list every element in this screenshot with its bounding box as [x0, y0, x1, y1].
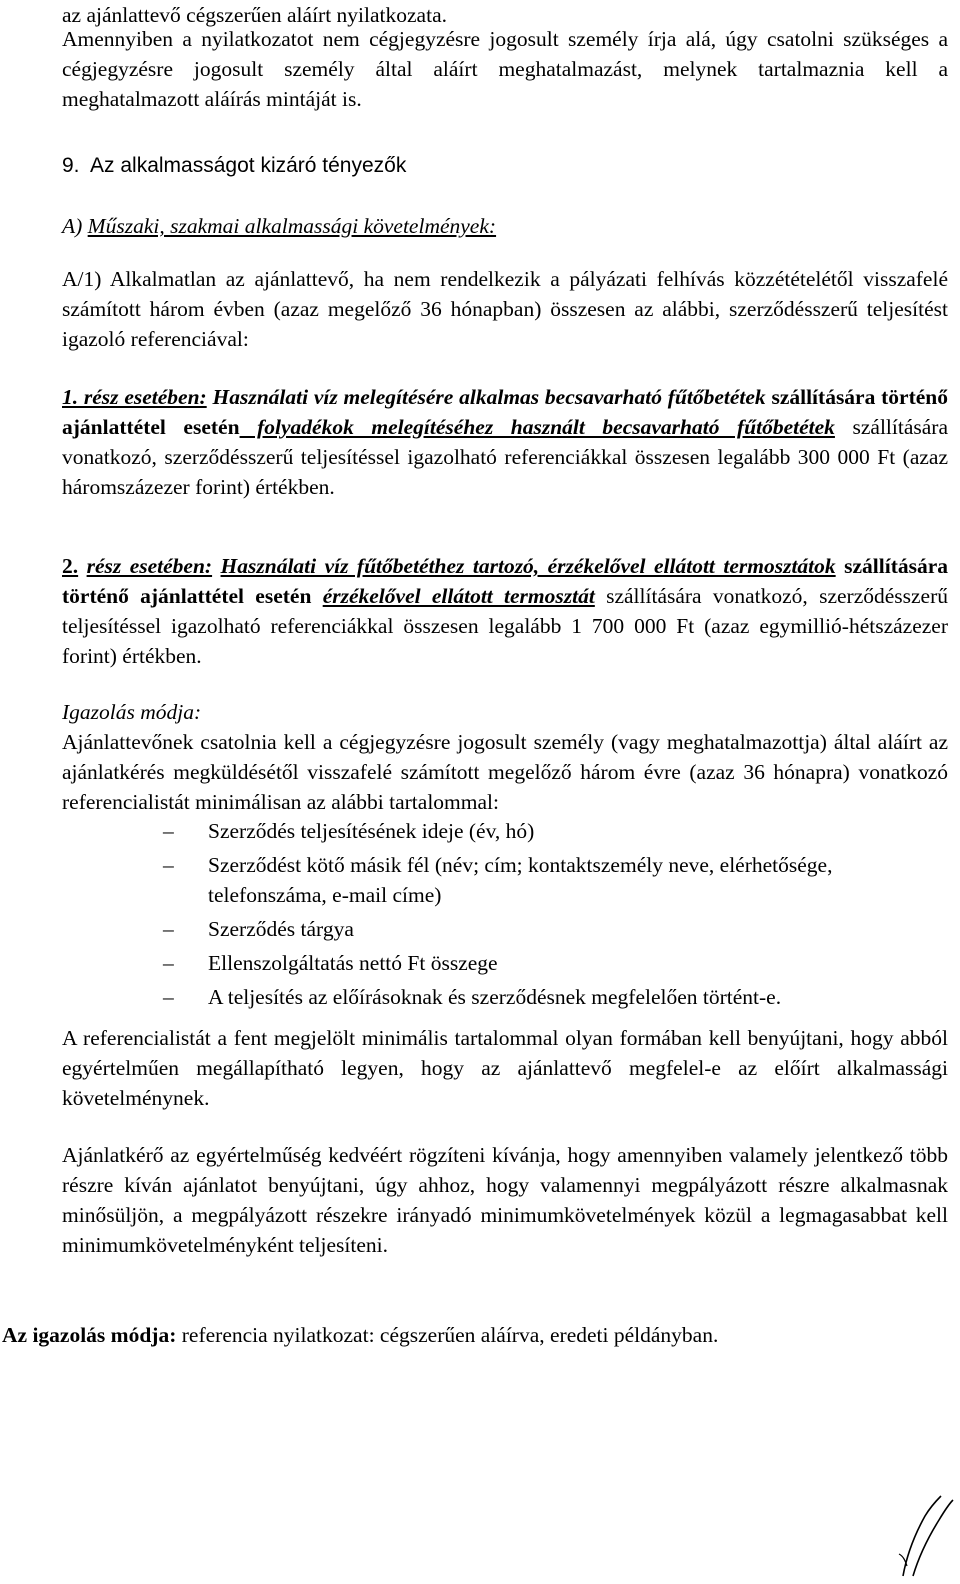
- section-heading: [62, 151, 948, 181]
- part2-title: Használati víz fűtőbetéthez tartozó, érzékelővel ellátott termosztátok: [220, 554, 836, 578]
- part1-item: folyadékok melegítéséhez használt becsavarható fűtőbetétek: [239, 415, 835, 439]
- list-item: – Szerződés tárgya: [163, 914, 953, 944]
- subsection-prefix: A): [62, 214, 83, 238]
- dash-bullet: –: [163, 917, 174, 941]
- intro-line: az ajánlattevő cégszerűen aláírt nyilatkozata.: [62, 3, 447, 27]
- list-item: – Ellenszolgáltatás nettó Ft összege: [163, 948, 953, 978]
- subsection-heading: [62, 211, 948, 241]
- part1-rest: szállítására vonatkozó, szerződésszerű teljesítéssel igazolható referenciákkal összesen legalább 300 000 Ft (azaz háromszázezer forint) értékben.: [62, 415, 948, 499]
- part1-bold-text: szállítására történő ajánlattétel esetén: [62, 385, 948, 439]
- list-item: – Szerződést kötő másik fél (név; cím; kontaktszemély neve, elérhetősége, telefonszáma, e-mail címe): [163, 850, 953, 910]
- part2-label: rész esetében:: [86, 554, 213, 578]
- reference-content-list: [163, 816, 953, 1016]
- part2-item: érzékelővel ellátott termosztát: [322, 584, 595, 608]
- dash-bullet: –: [163, 985, 174, 1009]
- part2-bold-text: szállítására történő ajánlattétel esetén: [62, 554, 949, 608]
- part2-number: 2.: [62, 554, 79, 578]
- part2-rest: szállítására vonatkozó, szerződésszerű teljesítéssel igazolható referenciákkal összesen legalább 1 700 000 Ft (azaz egymillió-hétszázezer forint) értékben.: [62, 584, 949, 668]
- list-item: – A teljesítés az előírásoknak és szerződésnek megfelelően történt-e.: [163, 982, 953, 1012]
- final-proof-text: referencia nyilatkozat: cégszerűen aláírva, eredeti példányban.: [176, 1323, 719, 1347]
- part1-paragraph: [62, 382, 948, 502]
- part1-title: Használati víz melegítésére alkalmas becsavarható fűtőbetétek: [212, 385, 766, 409]
- part2-paragraph: [62, 551, 948, 671]
- part1-label: 1. rész esetében:: [62, 385, 207, 409]
- list-item: – Szerződés teljesítésének ideje (év, hó): [163, 816, 953, 846]
- section-number: 9.: [62, 154, 80, 177]
- proof-paragraph: Ajánlattevőnek csatolnia kell a cégjegyzésre jogosult személy (vagy meghatalmazottja) által aláírt az ajánlatkérés megküldésétől visszafelé számított megelőző három évre (azaz 36 hónapra) vonatkozó referencialistát minimálisan az alábbi tartalommal:: [62, 730, 948, 814]
- multipart-paragraph: Ajánlatkérő az egyértelműség kedvéért rögzíteni kívánja, hogy amennyiben valamely jelentkező több részre kíván ajánlatot benyújtani, úgy ahhoz, hogy valamennyi megpályázott részre alkalmasnak minősüljön, a megpályázott részekre irányadó minimumkövetelmények közül a legmagasabbat kell minimumkövetelményként teljesíteni.: [62, 1143, 948, 1257]
- section-title: Az alkalmasságot kizáró tényezők: [90, 154, 407, 177]
- proof-heading: Igazolás módja:: [62, 700, 202, 724]
- authorization-paragraph: Amennyiben a nyilatkozatot nem cégjegyzésre jogosult személy írja alá, úgy csatolni szükséges a cégjegyzésre jogosult személy által aláírt meghatalmazást, melynek tartalmaznia kell a meghatalmazott aláírás mintáját is.: [62, 27, 948, 111]
- reference-list-paragraph: A referencialistát a fent megjelölt minimális tartalommal olyan formában kell benyújtani, hogy abból egyértelműen megállapítható legyen, hogy az ajánlattevő megfelel-e az előírt alkalmassági követelménynek.: [62, 1026, 948, 1110]
- signature-mark: [895, 1494, 955, 1578]
- dash-bullet: –: [163, 819, 174, 843]
- dash-bullet: –: [163, 853, 174, 877]
- final-proof-line: [2, 1320, 952, 1350]
- final-proof-label: Az igazolás módja:: [2, 1323, 177, 1347]
- requirement-a1-paragraph: A/1) Alkalmatlan az ajánlattevő, ha nem rendelkezik a pályázati felhívás közzétételétől visszafelé számított három évben (azaz megelőző 36 hónapban) összesen az alábbi, szerződésszerű teljesítést igazoló referenciával:: [62, 267, 948, 351]
- subsection-title: Műszaki, szakmai alkalmassági követelmények:: [87, 214, 497, 238]
- dash-bullet: –: [163, 951, 174, 975]
